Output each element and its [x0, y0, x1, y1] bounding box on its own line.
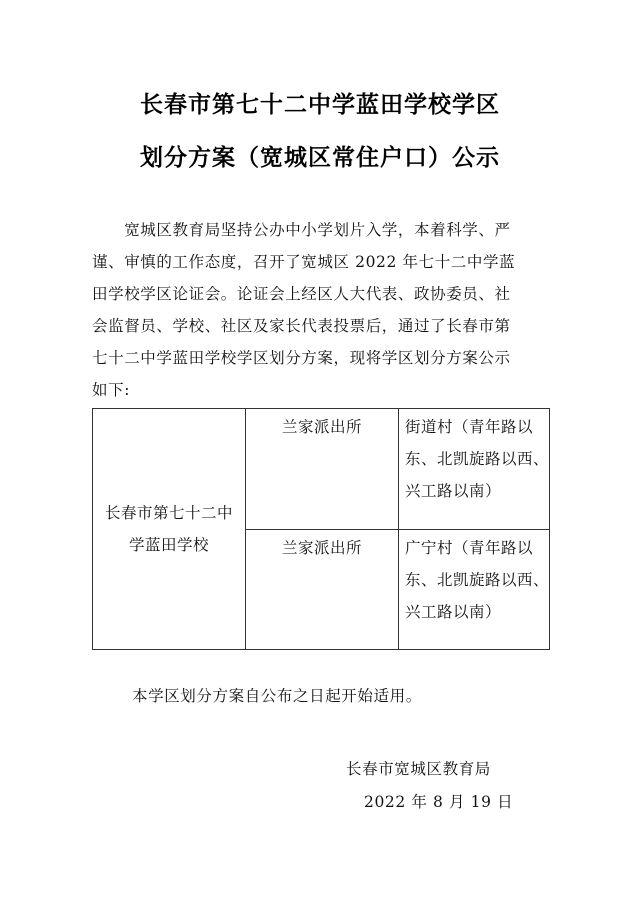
area-line: 兴工路以南）: [405, 482, 502, 500]
area-cell: [399, 529, 550, 650]
intro-line: 七十二中学蓝田学校学区划分方案，现将学区划分方案公示: [92, 349, 511, 367]
area-cell: [399, 409, 550, 530]
police-station-cell: 兰家派出所: [246, 409, 399, 530]
document-title-line-2: 划分方案（宽城区常住户口）公示: [140, 145, 500, 171]
area-line: 兴工路以南）: [405, 602, 502, 621]
school-name-line: 学蓝田学校: [128, 536, 209, 554]
intro-line: 宽城区教育局坚持公办中小学划片入学，本着科学、严: [92, 221, 511, 239]
signature-date: 2022 年 8 月 19 日: [364, 793, 514, 811]
police-station-cell: 兰家派出所: [246, 529, 399, 650]
document-title-line-1: 长春市第七十二中学蓝田学校学区: [140, 92, 500, 118]
intro-line: 会监督员、学校、社区及家长代表投票后，通过了长春市第: [92, 317, 511, 335]
table-row: [93, 409, 550, 530]
intro-line: 如下:: [92, 381, 131, 399]
intro-line: 田学校学区论证会。论证会上经区人大代表、政协委员、社: [92, 285, 511, 303]
area-line: 东、北凯旋路以西、: [405, 450, 550, 468]
school-cell: [93, 409, 246, 650]
intro-paragraph: [92, 214, 548, 406]
area-line: 街道村（青年路以: [405, 418, 534, 436]
area-line: 东、北凯旋路以西、: [405, 570, 550, 589]
area-line: 广宁村（青年路以: [405, 538, 534, 557]
signature-organization: 长春市宽城区教育局: [346, 760, 491, 778]
closing-statement: 本学区划分方案自公布之日起开始适用。: [132, 687, 422, 705]
district-table: [92, 408, 550, 650]
intro-line: 谨、审慎的工作态度，召开了宽城区 2022 年七十二中学蓝: [92, 253, 516, 271]
school-name-line: 长春市第七十二中: [104, 504, 233, 522]
